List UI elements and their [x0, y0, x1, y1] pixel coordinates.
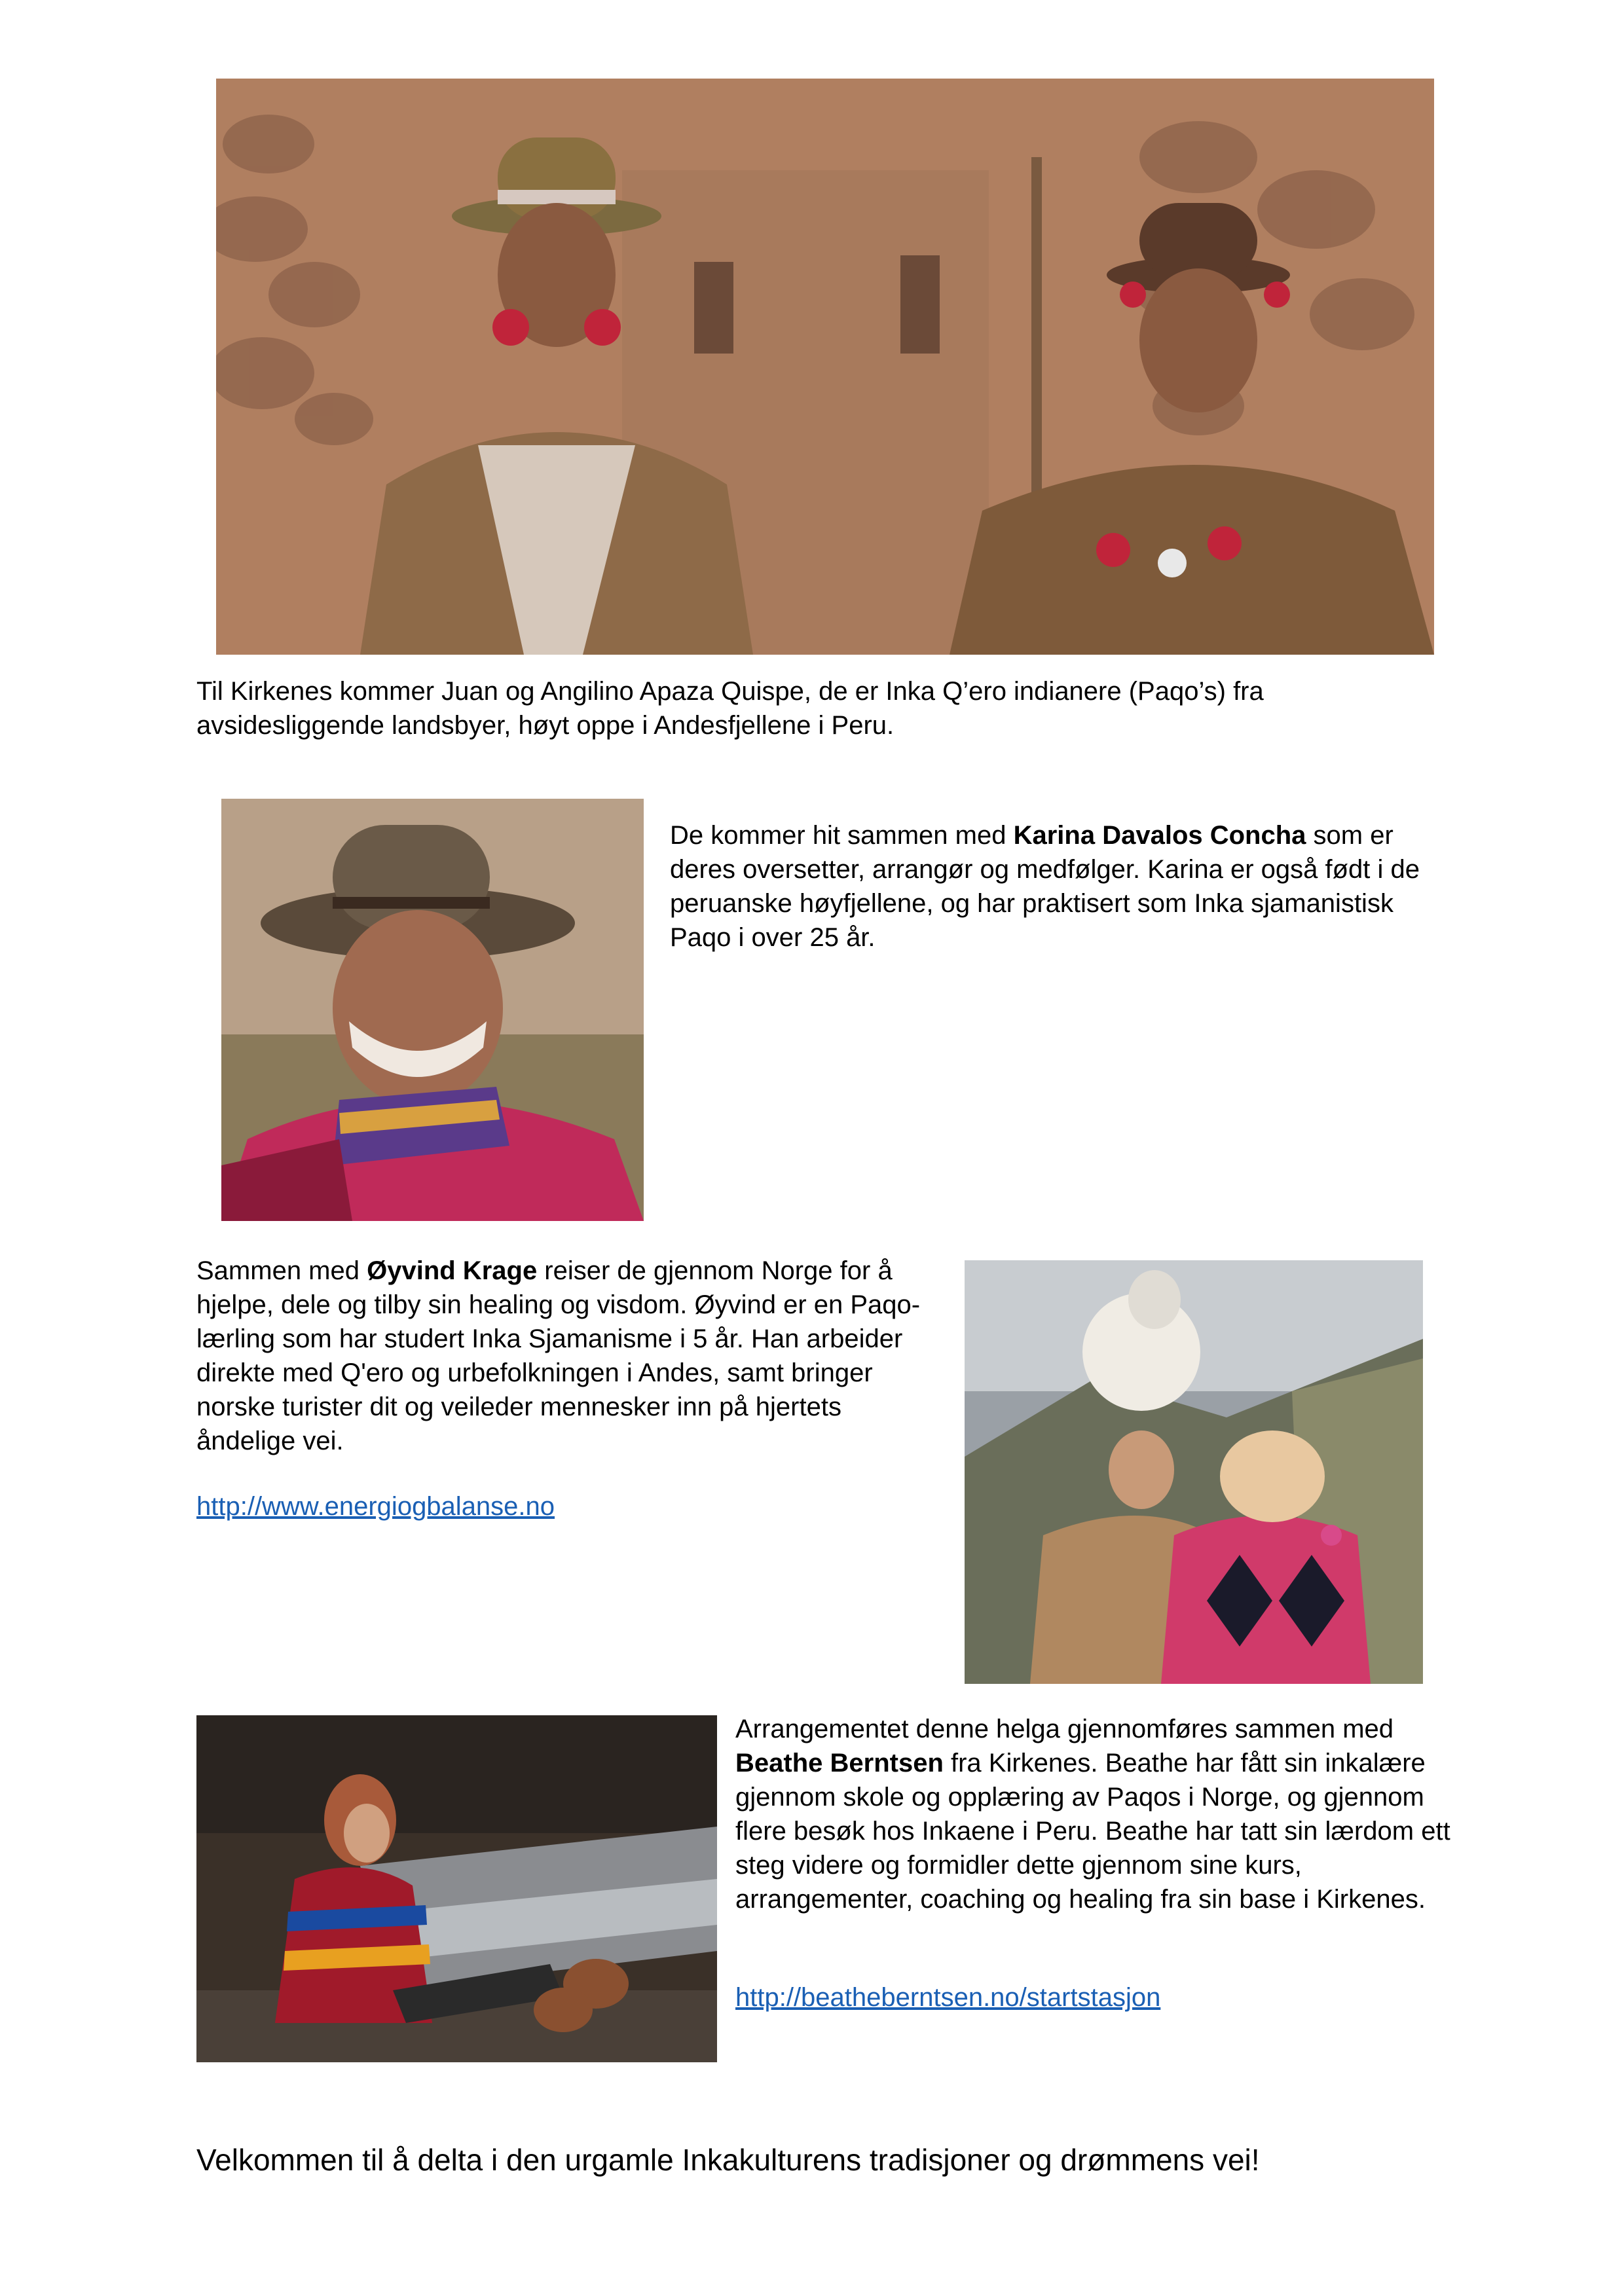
beathe-text-pre: Arrangementet denne helga gjennomføres sammen med	[735, 1715, 1393, 1743]
photo-beathe	[196, 1715, 717, 2062]
oyvind-text-pre: Sammen med	[196, 1256, 367, 1285]
karina-paragraph	[670, 818, 1443, 955]
oyvind-paragraph	[196, 1254, 943, 1458]
karina-name: Karina Davalos Concha	[1013, 821, 1306, 850]
oyvind-name: Øyvind Krage	[367, 1256, 538, 1285]
beathe-paragraph	[735, 1712, 1456, 1916]
closing-sentence: Velkommen til å delta i den urgamle Inkakulturens tradisjoner og drømmens vei!	[196, 2143, 1260, 2177]
intro-paragraph: Til Kirkenes kommer Juan og Angilino Apaza Quispe, de er Inka Q’ero indianere (Paqo’s) fra avsidesliggende landsbyer, høyt oppe i Andesfjellene i Peru.	[196, 677, 1264, 740]
beatheberntsen-link[interactable]: http://beatheberntsen.no/startstasjon	[735, 1983, 1161, 2012]
photo-qero-men	[216, 79, 1434, 655]
photo-karina	[221, 799, 644, 1221]
oyvind-text-post: reiser de gjennom Norge for å hjelpe, dele og tilby sin healing og visdom. Øyvind er en Paqo-lærling som har studert Inka Sjamanisme i 5 år. Han arbeider direkte med Q'ero og urbefolkningen i Andes, samt bringer norske turister dit og veileder mennesker inn på hjertets åndelige vei.	[196, 1256, 921, 1455]
beathe-text-post: fra Kirkenes. Beathe har fått sin inkalære gjennom skole og opplæring av Paqos i Norge, og gjennom flere besøk hos Inkaene i Peru. Beathe har tatt sin lærdom ett steg videre og formidler dette gjennom sine kurs, arrangementer, coaching og healing fra sin base i Kirkenes.	[735, 1749, 1450, 1914]
karina-text-post: som er deres oversetter, arrangør og medfølger. Karina er også født i de peruanske høyfjellene, og har praktisert som Inka sjamanistisk Paqo i over 25 år.	[670, 821, 1420, 952]
energiogbalanse-link[interactable]: http://www.energiogbalanse.no	[196, 1492, 555, 1521]
karina-text-pre: De kommer hit sammen med	[670, 821, 1014, 850]
photo-oyvind-ceremony	[965, 1260, 1423, 1684]
beathe-name: Beathe Berntsen	[735, 1749, 944, 1777]
